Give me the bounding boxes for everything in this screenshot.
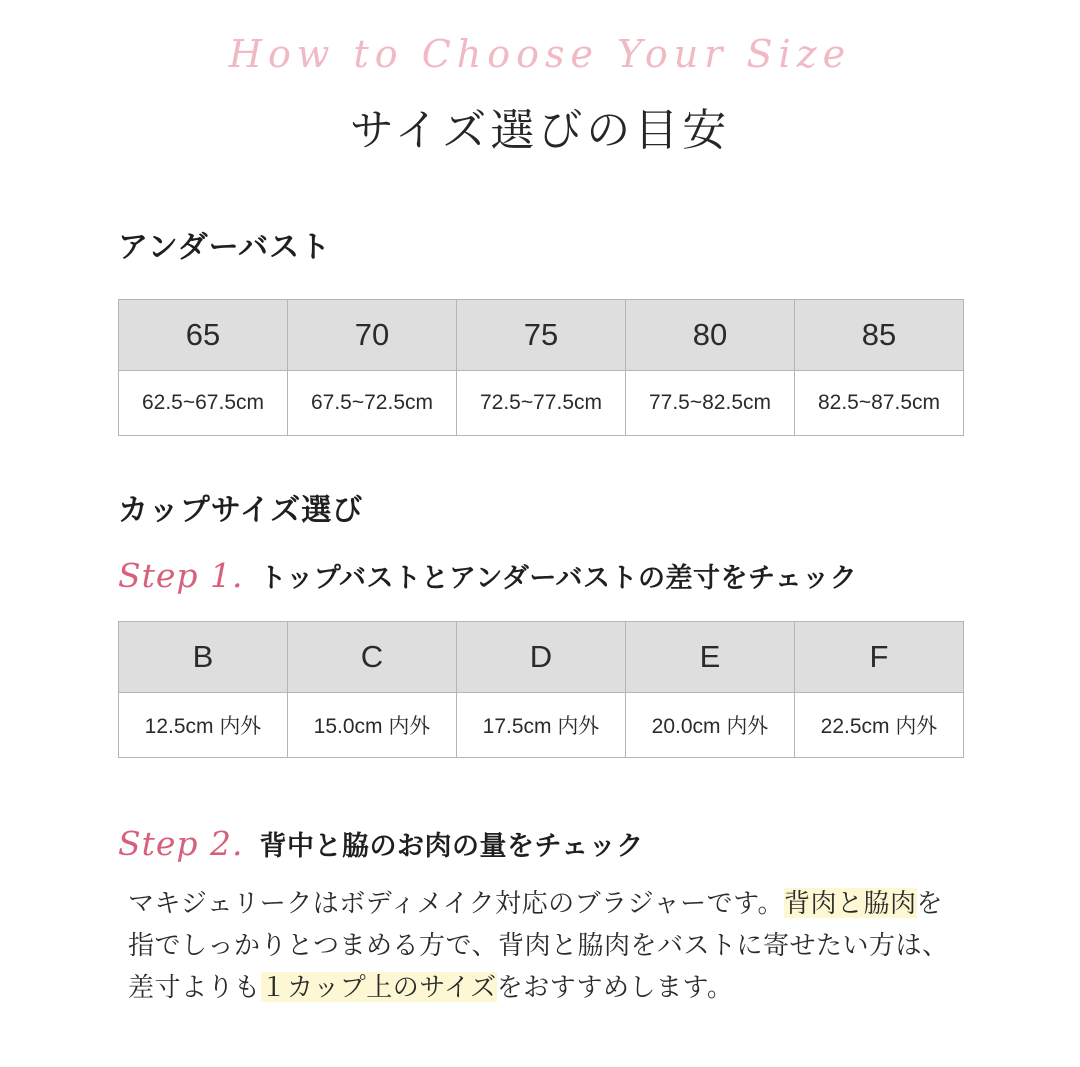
cup-section-heading-wrap	[118, 485, 964, 529]
underbust-table	[118, 299, 964, 436]
step1-row	[118, 556, 964, 595]
underbust-range-3: 77.5~82.5cm	[626, 371, 795, 436]
table-header-row	[119, 300, 964, 371]
note-line2-highlight: 脇肉	[863, 888, 917, 918]
note-line3-plain2: をおすすめします。	[496, 972, 734, 1003]
cup-col-0: B	[119, 622, 288, 693]
underbust-col-3: 80	[626, 300, 795, 371]
cup-col-2: D	[457, 622, 626, 693]
table-row	[119, 371, 964, 436]
step2-row	[118, 824, 964, 863]
cup-value-2: 17.5cm 内外	[457, 693, 626, 758]
note-line1-highlight: 背肉と	[784, 888, 864, 918]
underbust-range-1: 67.5~72.5cm	[288, 371, 457, 436]
underbust-heading: アンダーバスト	[118, 231, 332, 264]
cup-value-4: 22.5cm 内外	[795, 693, 964, 758]
note-line2-plain: を指でしっかりとつまめる方で、背肉と脇肉をバストに寄せ	[128, 888, 944, 961]
page-title: サイズ選びの目安	[349, 105, 731, 155]
table-row	[119, 693, 964, 758]
script-title: How to Choose Your Size	[228, 32, 852, 76]
underbust-range-4: 82.5~87.5cm	[795, 371, 964, 436]
step2-text: 背中と脇のお肉の量をチェック	[259, 831, 644, 861]
underbust-col-1: 70	[288, 300, 457, 371]
underbust-section	[118, 222, 964, 266]
cup-value-3: 20.0cm 内外	[626, 693, 795, 758]
step1-text: トップバストとアンダーバストの差寸をチェック	[259, 563, 858, 593]
underbust-col-0: 65	[119, 300, 288, 371]
underbust-table-wrap	[118, 299, 964, 436]
cup-col-4: F	[795, 622, 964, 693]
step1-label: Step 1.	[118, 556, 244, 595]
table-header-row	[119, 622, 964, 693]
note-line3-plain: たい方は、差寸よりも	[128, 930, 949, 1003]
underbust-range-0: 62.5~67.5cm	[119, 371, 288, 436]
cup-table	[118, 621, 964, 758]
step2-label: Step 2.	[118, 824, 244, 863]
cup-value-1: 15.0cm 内外	[288, 693, 457, 758]
cup-value-0: 12.5cm 内外	[119, 693, 288, 758]
underbust-col-4: 85	[795, 300, 964, 371]
note-line1-plain: マキジェリークはボディメイク対応のブラジャーです。	[128, 888, 785, 918]
step2-note	[128, 882, 958, 1008]
cup-col-1: C	[288, 622, 457, 693]
underbust-col-2: 75	[457, 300, 626, 371]
cup-table-wrap	[118, 621, 964, 758]
underbust-range-2: 72.5~77.5cm	[457, 371, 626, 436]
note-line3-highlight: １カップ上のサイズ	[260, 972, 497, 1003]
cup-col-3: E	[626, 622, 795, 693]
page-header	[0, 0, 1080, 158]
cup-heading: カップサイズ選び	[118, 494, 364, 527]
